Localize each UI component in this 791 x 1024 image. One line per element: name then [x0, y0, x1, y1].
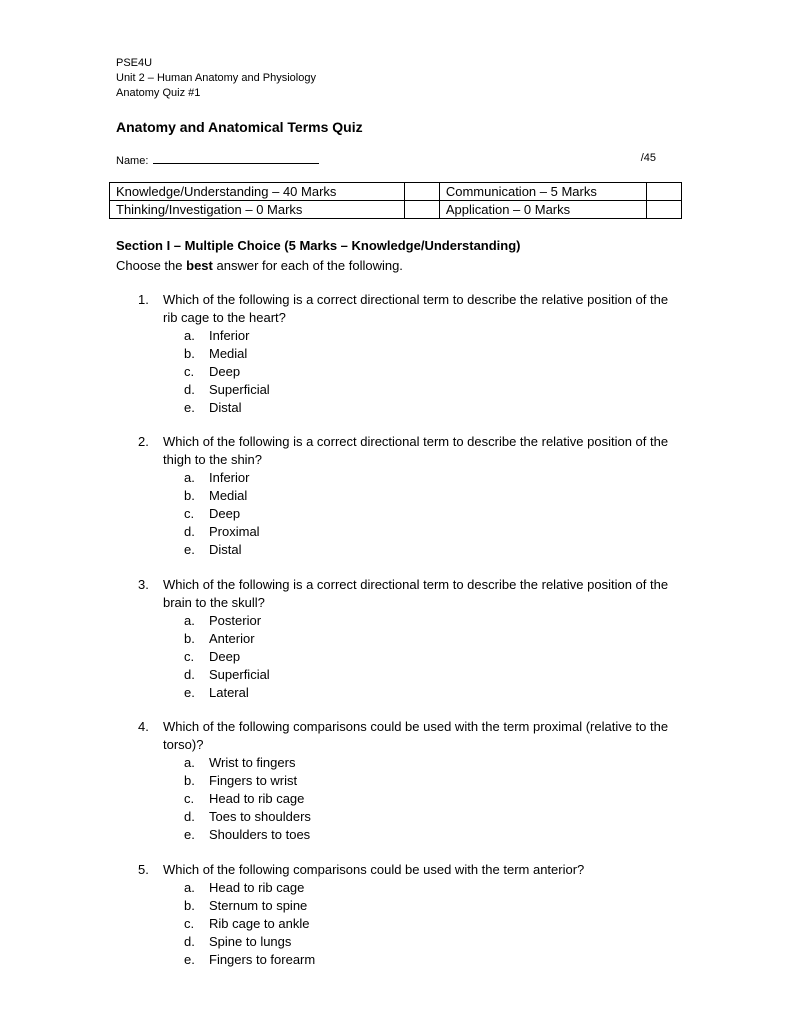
option-text: Lateral	[209, 685, 249, 700]
instr-emphasis: best	[186, 258, 213, 273]
unit-title: Unit 2 – Human Anatomy and Physiology	[116, 72, 316, 84]
question-text: Which of the following is a correct directional term to describe the relative position of the rib cage to the heart?	[163, 292, 669, 325]
option-letter: e.	[184, 542, 195, 557]
document-header	[116, 56, 316, 101]
option-letter: c.	[184, 791, 195, 806]
answer-option[interactable]	[184, 915, 683, 933]
option-text: Spine to lungs	[209, 934, 292, 949]
option-text: Medial	[209, 346, 248, 361]
answer-option[interactable]	[184, 630, 683, 648]
question-2	[138, 433, 683, 559]
answer-option[interactable]	[184, 754, 683, 772]
answer-option[interactable]	[184, 933, 683, 951]
answer-option[interactable]	[184, 790, 683, 808]
option-text: Superficial	[209, 667, 270, 682]
option-letter: e.	[184, 685, 195, 700]
score-cell[interactable]	[647, 183, 682, 201]
answer-option[interactable]	[184, 381, 683, 399]
answer-option[interactable]	[184, 363, 683, 381]
score-cell[interactable]	[404, 201, 439, 219]
page-title: Anatomy and Anatomical Terms Quiz	[116, 119, 363, 135]
option-letter: d.	[184, 667, 195, 682]
section-title: Section I – Multiple Choice (5 Marks – Knowledge/Understanding)	[116, 238, 521, 253]
option-letter: e.	[184, 400, 195, 415]
option-text: Rib cage to ankle	[209, 916, 310, 931]
table-cell: Knowledge/Understanding – 40 Marks	[110, 183, 405, 201]
answer-option[interactable]	[184, 505, 683, 523]
option-text: Inferior	[209, 470, 250, 485]
answer-option[interactable]	[184, 345, 683, 363]
answer-option[interactable]	[184, 612, 683, 630]
option-text: Toes to shoulders	[209, 809, 311, 824]
answer-option[interactable]	[184, 951, 683, 969]
option-letter: c.	[184, 649, 195, 664]
option-text: Proximal	[209, 524, 260, 539]
answer-option[interactable]	[184, 879, 683, 897]
name-label: Name:	[116, 155, 149, 167]
answer-option[interactable]	[184, 648, 683, 666]
question-number: 3.	[138, 577, 149, 592]
option-text: Fingers to forearm	[209, 952, 316, 967]
table-cell: Application – 0 Marks	[439, 201, 646, 219]
option-letter: c.	[184, 364, 195, 379]
option-letter: d.	[184, 934, 195, 949]
option-letter: e.	[184, 827, 195, 842]
quiz-label: Anatomy Quiz #1	[116, 87, 201, 99]
option-letter: a.	[184, 880, 195, 895]
question-number: 5.	[138, 862, 149, 877]
option-letter: d.	[184, 382, 195, 397]
option-text: Anterior	[209, 631, 255, 646]
answer-option[interactable]	[184, 772, 683, 790]
option-text: Distal	[209, 542, 242, 557]
option-text: Posterior	[209, 613, 262, 628]
question-text: Which of the following is a correct directional term to describe the relative position of the brain to the skull?	[163, 577, 669, 610]
answer-option[interactable]	[184, 487, 683, 505]
question-text: Which of the following is a correct directional term to describe the relative position of the thigh to the shin?	[163, 434, 669, 467]
name-field[interactable]	[153, 152, 319, 164]
option-letter: d.	[184, 809, 195, 824]
answer-option[interactable]	[184, 469, 683, 487]
question-1	[138, 291, 683, 417]
option-text: Head to rib cage	[209, 791, 305, 806]
answer-option[interactable]	[184, 826, 683, 844]
option-text: Inferior	[209, 328, 250, 343]
answer-option[interactable]	[184, 897, 683, 915]
table-row	[110, 201, 682, 219]
answer-option[interactable]	[184, 399, 683, 417]
option-text: Sternum to spine	[209, 898, 308, 913]
option-text: Medial	[209, 488, 248, 503]
option-text: Deep	[209, 364, 241, 379]
question-text: Which of the following comparisons could be used with the term anterior?	[163, 862, 585, 877]
score-cell[interactable]	[647, 201, 682, 219]
option-letter: a.	[184, 328, 195, 343]
answer-option[interactable]	[184, 541, 683, 559]
option-letter: a.	[184, 470, 195, 485]
option-letter: b.	[184, 631, 195, 646]
course-code: PSE4U	[116, 57, 153, 69]
option-letter: e.	[184, 952, 195, 967]
table-row	[110, 183, 682, 201]
answer-option[interactable]	[184, 808, 683, 826]
question-4	[138, 718, 683, 844]
question-3	[138, 576, 683, 702]
instr-text: Choose the	[116, 258, 183, 273]
question-number: 4.	[138, 719, 149, 734]
section-instructions	[116, 258, 403, 273]
marks-table	[109, 182, 682, 219]
answer-option[interactable]	[184, 684, 683, 702]
option-text: Deep	[209, 649, 241, 664]
option-letter: d.	[184, 524, 195, 539]
question-text: Which of the following comparisons could be used with the term proximal (relative to the torso)?	[163, 719, 669, 752]
option-letter: b.	[184, 488, 195, 503]
option-letter: b.	[184, 773, 195, 788]
option-letter: c.	[184, 916, 195, 931]
option-letter: a.	[184, 755, 195, 770]
option-text: Shoulders to toes	[209, 827, 311, 842]
option-text: Head to rib cage	[209, 880, 305, 895]
option-letter: b.	[184, 346, 195, 361]
instr-text: answer for each of the following.	[216, 258, 403, 273]
answer-option[interactable]	[184, 523, 683, 541]
option-letter: c.	[184, 506, 195, 521]
table-cell: Communication – 5 Marks	[439, 183, 646, 201]
option-letter: b.	[184, 898, 195, 913]
question-number: 2.	[138, 434, 149, 449]
name-row	[116, 152, 656, 167]
total-score: /45	[640, 152, 656, 164]
question-5	[138, 861, 683, 969]
option-text: Deep	[209, 506, 241, 521]
option-letter: a.	[184, 613, 195, 628]
answer-option[interactable]	[184, 327, 683, 345]
score-cell[interactable]	[404, 183, 439, 201]
option-text: Distal	[209, 400, 242, 415]
answer-option[interactable]	[184, 666, 683, 684]
option-text: Wrist to fingers	[209, 755, 296, 770]
option-text: Fingers to wrist	[209, 773, 298, 788]
table-cell: Thinking/Investigation – 0 Marks	[110, 201, 405, 219]
option-text: Superficial	[209, 382, 270, 397]
question-number: 1.	[138, 292, 149, 307]
